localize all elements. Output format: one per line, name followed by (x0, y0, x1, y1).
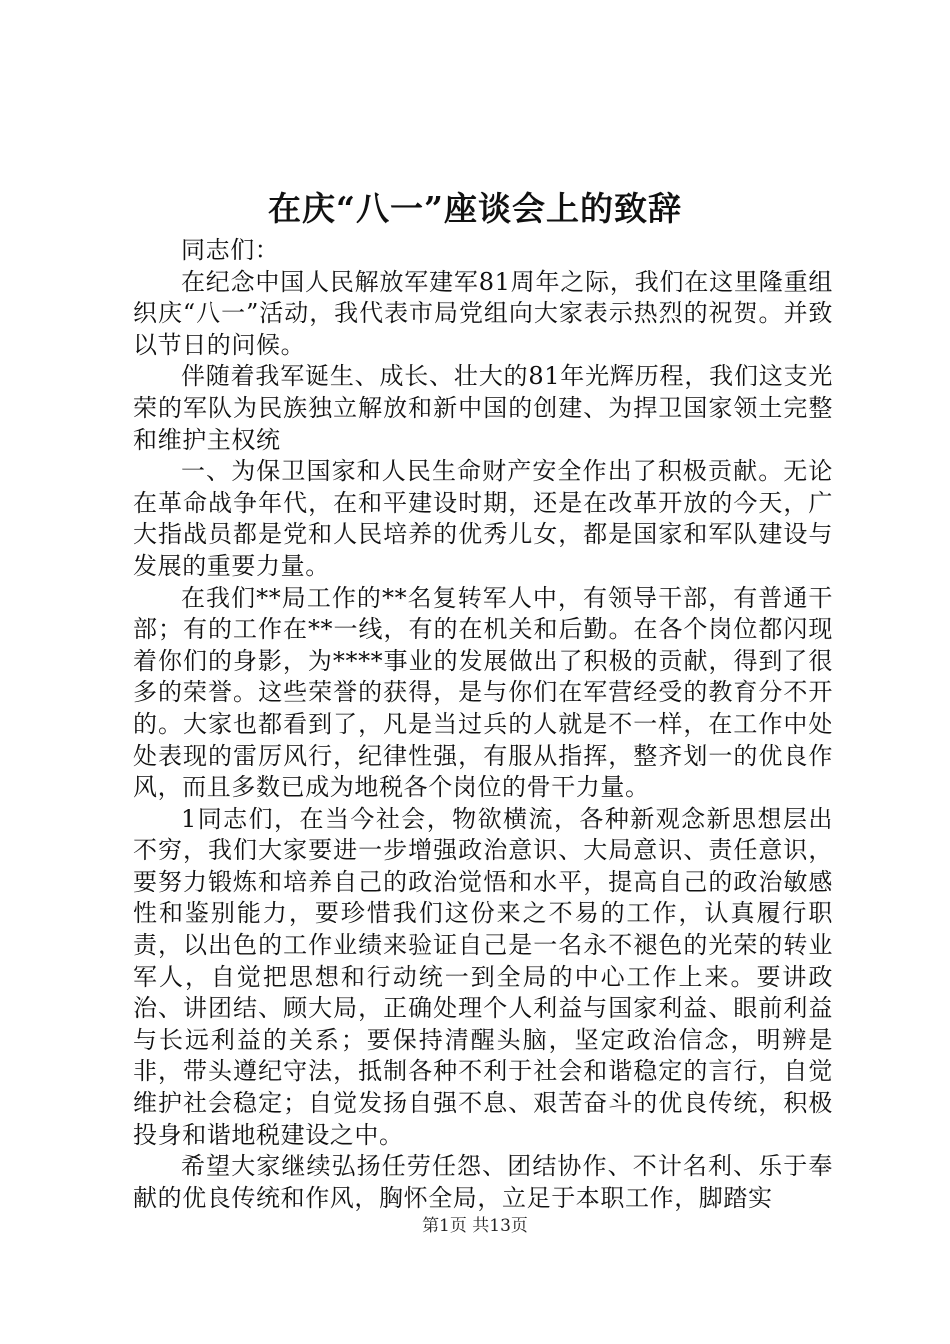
salutation: 同志们： (181, 236, 280, 264)
paragraph-2: 伴随着我军诞生、成长、壮大的81年光辉历程，我们这支光荣的军队为民族独立解放和新中国的创建、为捍卫国家领土完整和维护主权统 (133, 362, 833, 454)
paragraph-1: 在纪念中国人民解放军建军81周年之际，我们在这里隆重组织庆“八一”活动，我代表市局党组向大家表示热烈的祝贺。并致以节日的问候。 (133, 267, 833, 359)
document-body (133, 235, 833, 1214)
paragraph-5: 1同志们，在当今社会，物欲横流，各种新观念新思想层出不穷，我们大家要进一步增强政治意识、大局意识、责任意识，要努力锻炼和培养自己的政治觉悟和水平，提高自己的政治敏感性和鉴别能力，要珍惜我们这份来之不易的工作，认真履行职责，以出色的工作业绩来验证自己是一名永不褪色的光荣的转业军人，自觉把思想和行动统一到全局的中心工作上来。要讲政治、讲团结、顾大局，正确处理个人利益与国家利益、眼前利益与长远利益的关系；要保持清醒头脑，坚定政治信念，明辨是非，带头遵纪守法，抵制各种不利于社会和谐稳定的言行，自觉维护社会稳定；自觉发扬自强不息、艰苦奋斗的优良传统，积极投身和谐地税建设之中。 (133, 804, 833, 1149)
page-number-footer: 第1页 共13页 (422, 1216, 528, 1236)
paragraph-3: 一、为保卫国家和人民生命财产安全作出了积极贡献。无论在革命战争年代，在和平建设时期，还是在改革开放的今天，广大指战员都是党和人民培养的优秀儿女，都是国家和军队建设与发展的重要力量。 (133, 457, 833, 580)
paragraph-6: 希望大家继续弘扬任劳任怨、团结协作、不计名利、乐于奉献的优良传统和作风，胸怀全局，立足于本职工作，脚踏实 (133, 1152, 833, 1212)
document-title: 在庆“八一”座谈会上的致辞 (268, 189, 682, 228)
paragraph-4: 在我们**局工作的**名复转军人中，有领导干部，有普通干部；有的工作在**一线，有的在机关和后勤。在各个岗位都闪现着你们的身影，为****事业的发展做出了积极的贡献，得到了很多的荣誉。这些荣誉的获得，是与你们在军营经受的教育分不开的。大家也都看到了，凡是当过兵的人就是不一样，在工作中处处表现的雷厉风行，纪律性强，有服从指挥，整齐划一的优良作风，而且多数已成为地税各个岗位的骨干力量。 (133, 583, 833, 802)
